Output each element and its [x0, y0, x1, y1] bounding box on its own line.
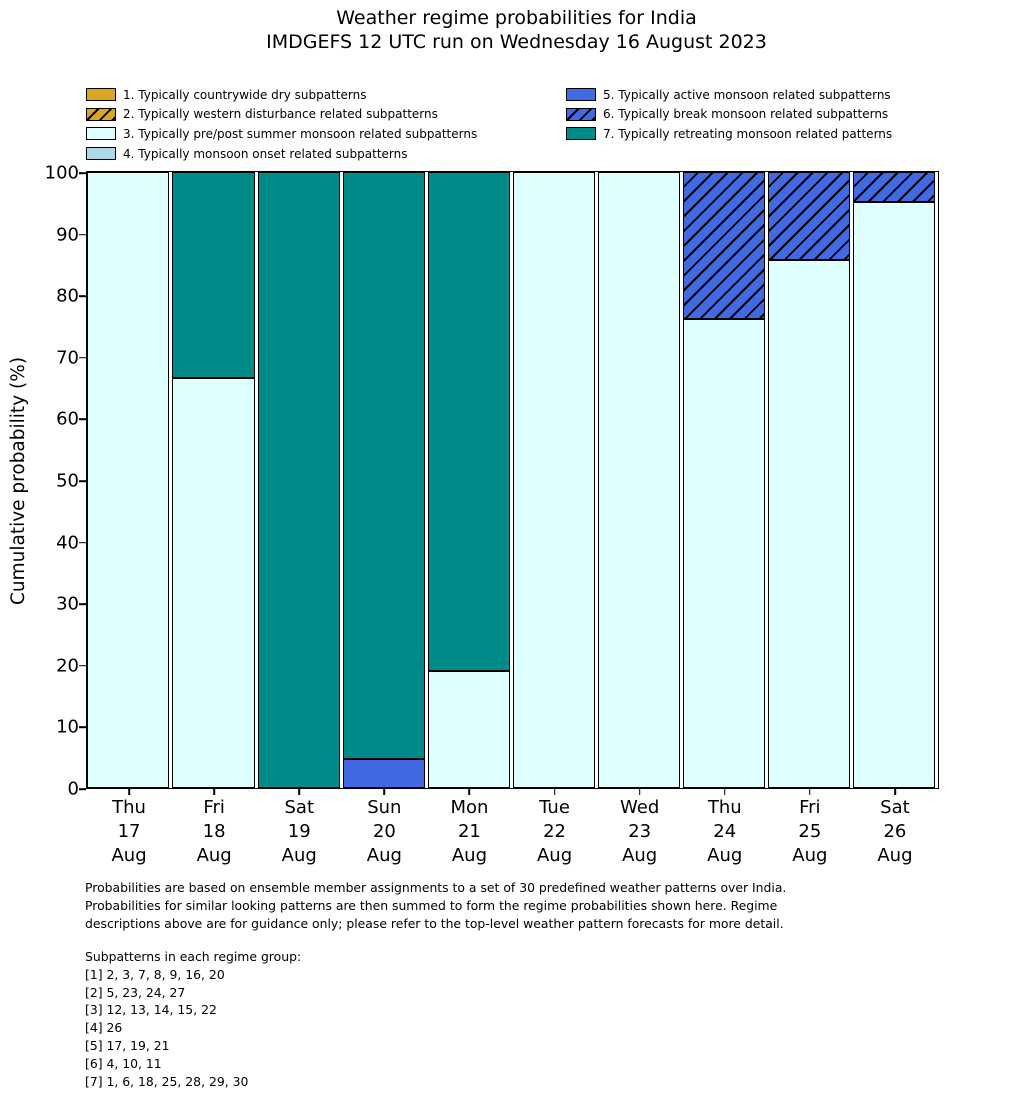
y-tick-mark — [79, 295, 86, 297]
chart-title-line-1: Weather regime probabilities for India — [336, 7, 697, 29]
x-tick-label-line: 20 — [372, 821, 396, 842]
x-tick-label-line: 23 — [628, 821, 652, 842]
bar-segment — [683, 319, 765, 788]
legend-column-right — [566, 85, 892, 144]
y-tick-label: 60 — [56, 408, 79, 430]
x-tick-label-line: Aug — [281, 845, 317, 866]
y-tick-label: 80 — [56, 285, 79, 307]
legend-swatch-icon — [566, 127, 596, 140]
bar-segment — [768, 260, 850, 788]
x-tick-label-line: Aug — [707, 845, 743, 866]
legend-item-label: 7. Typically retreating monsoon related patterns — [603, 126, 893, 141]
x-tick-label-line: Aug — [622, 845, 658, 866]
legend-item — [566, 105, 892, 125]
bar-segment — [598, 172, 680, 788]
plot-area — [86, 171, 939, 789]
y-tick-label: 70 — [56, 347, 79, 369]
x-tick-mark — [809, 789, 811, 795]
x-tick-label-line: Tue — [539, 797, 570, 818]
x-tick-label-line: Aug — [451, 845, 488, 866]
x-tick-label-line: Sat — [880, 797, 910, 818]
bar-segment — [343, 172, 425, 758]
subpatterns-line: [5] 17, 19, 21 — [85, 1037, 170, 1053]
bar-tue-22-aug — [513, 172, 595, 788]
subpatterns-line: [4] 26 — [85, 1020, 123, 1036]
x-tick-mark — [384, 789, 386, 795]
y-tick-mark — [79, 603, 86, 605]
footer-paragraph-line: descriptions above are for guidance only; please refer to the top-level weather pattern forecasts for more detail. — [85, 915, 784, 931]
legend-item — [86, 85, 477, 105]
bar-sat-19-aug — [258, 172, 340, 788]
x-tick-label-line: Sun — [367, 797, 402, 818]
bar-mon-21-aug — [428, 172, 510, 788]
y-tick-label: 10 — [56, 716, 79, 738]
bar-thu-24-aug — [683, 172, 765, 788]
y-tick-mark — [79, 542, 86, 544]
x-tick-label-line: Aug — [111, 845, 147, 866]
y-axis-label: Cumulative probability (%) — [8, 356, 29, 606]
x-tick-label-line: Fri — [203, 797, 225, 818]
x-tick-label-line: Sat — [284, 797, 314, 818]
legend-item-label: 5. Typically active monsoon related subpatterns — [603, 87, 891, 102]
x-tick-label-line: Aug — [196, 845, 232, 866]
x-tick-label-line: Thu — [707, 797, 742, 818]
legend-item-label: 6. Typically break monsoon related subpatterns — [603, 107, 889, 122]
y-tick-mark — [79, 357, 86, 359]
y-tick-mark — [79, 172, 86, 174]
subpatterns-line: [3] 12, 13, 14, 15, 22 — [85, 1002, 217, 1018]
bar-sun-20-aug — [343, 172, 425, 788]
y-tick-label: 90 — [56, 224, 79, 246]
legend-swatch-icon — [566, 108, 596, 121]
x-tick-label-line: 19 — [287, 821, 311, 842]
subpatterns-line: [2] 5, 23, 24, 27 — [85, 984, 186, 1000]
footer-subpatterns-list — [85, 948, 301, 1090]
y-tick-label: 0 — [67, 778, 79, 800]
bar-thu-17-aug — [87, 172, 169, 788]
y-tick-mark — [79, 727, 86, 729]
x-tick-label-line: 22 — [543, 821, 566, 842]
y-tick-mark — [79, 665, 86, 667]
legend-column-left — [86, 85, 477, 163]
y-tick-label: 20 — [56, 655, 79, 677]
bar-fri-25-aug — [768, 172, 850, 788]
bar-segment — [258, 172, 340, 788]
x-tick-label-line: Mon — [450, 797, 489, 818]
footer-paragraph-line: Probabilities for similar looking patterns are then summed to form the regime probabilities shown here. Regime — [85, 897, 778, 913]
legend-item — [86, 124, 477, 144]
footer-description — [85, 879, 786, 932]
legend-swatch-icon — [566, 88, 596, 101]
legend-swatch-icon — [86, 108, 116, 121]
x-tick-label-line: Aug — [366, 845, 402, 866]
chart-title — [0, 6, 1033, 54]
x-tick-mark — [639, 789, 641, 795]
x-tick-label — [845, 796, 945, 868]
y-tick-mark — [79, 234, 86, 236]
legend-item — [86, 144, 477, 164]
x-tick-mark — [469, 789, 471, 795]
subpatterns-line: [6] 4, 10, 11 — [85, 1055, 162, 1071]
x-tick-mark — [298, 789, 300, 795]
bar-segment — [172, 378, 254, 789]
subpatterns-line: [7] 1, 6, 18, 25, 28, 29, 30 — [85, 1073, 249, 1089]
x-tick-mark — [554, 789, 556, 795]
y-tick-label: 30 — [56, 593, 79, 615]
subpatterns-title: Subpatterns in each regime group: — [85, 949, 302, 964]
x-tick-label-line: Fri — [799, 797, 821, 818]
bar-segment — [343, 759, 425, 789]
x-tick-label-line: 17 — [117, 821, 141, 842]
x-tick-label-line: Thu — [112, 797, 146, 818]
y-tick-mark — [79, 788, 86, 790]
y-tick-label: 100 — [44, 162, 79, 184]
legend-item-label: 2. Typically western disturbance related subpatterns — [123, 107, 438, 122]
y-tick-mark — [79, 419, 86, 421]
x-tick-label-line: Aug — [877, 845, 913, 866]
bar-segment — [768, 172, 850, 260]
x-tick-label-line: 18 — [202, 821, 226, 842]
bar-segment — [853, 172, 935, 202]
legend-swatch-icon — [86, 147, 116, 160]
x-tick-mark — [894, 789, 896, 795]
x-tick-label-line: Aug — [536, 845, 573, 866]
bar-segment — [513, 172, 595, 788]
bar-segment — [853, 202, 935, 788]
y-tick-label: 40 — [56, 532, 79, 554]
bar-segment — [683, 172, 765, 319]
legend-item — [86, 105, 477, 125]
bar-segment — [428, 172, 510, 671]
x-tick-mark — [128, 789, 130, 795]
bar-segment — [428, 671, 510, 788]
footer-paragraph-line: Probabilities are based on ensemble member assignments to a set of 30 predefined weather patterns over India. — [85, 880, 787, 895]
chart-title-line-2: IMDGEFS 12 UTC run on Wednesday 16 August 2023 — [266, 31, 767, 53]
y-tick-label: 50 — [56, 470, 79, 492]
x-tick-mark — [724, 789, 726, 795]
bar-sat-26-aug — [853, 172, 935, 788]
x-tick-label-line: 21 — [457, 821, 481, 842]
bar-fri-18-aug — [172, 172, 254, 788]
legend-item-label: 3. Typically pre/post summer monsoon related subpatterns — [123, 126, 478, 141]
y-tick-mark — [79, 480, 86, 482]
x-tick-label-line: 26 — [883, 821, 907, 842]
x-tick-label-line: 24 — [713, 821, 737, 842]
legend-item — [566, 124, 892, 144]
legend-item-label: 4. Typically monsoon onset related subpatterns — [123, 146, 408, 161]
legend-swatch-icon — [86, 88, 116, 101]
x-tick-label-line: 25 — [798, 821, 822, 842]
x-tick-label-line: Wed — [620, 797, 660, 818]
legend-item — [566, 85, 892, 105]
bar-wed-23-aug — [598, 172, 680, 788]
subpatterns-line: [1] 2, 3, 7, 8, 9, 16, 20 — [85, 966, 225, 982]
legend-swatch-icon — [86, 127, 116, 140]
legend-item-label: 1. Typically countrywide dry subpatterns — [123, 87, 367, 102]
bar-segment — [87, 172, 169, 788]
x-tick-label-line: Aug — [792, 845, 828, 866]
bar-segment — [172, 172, 254, 377]
x-tick-mark — [213, 789, 215, 795]
